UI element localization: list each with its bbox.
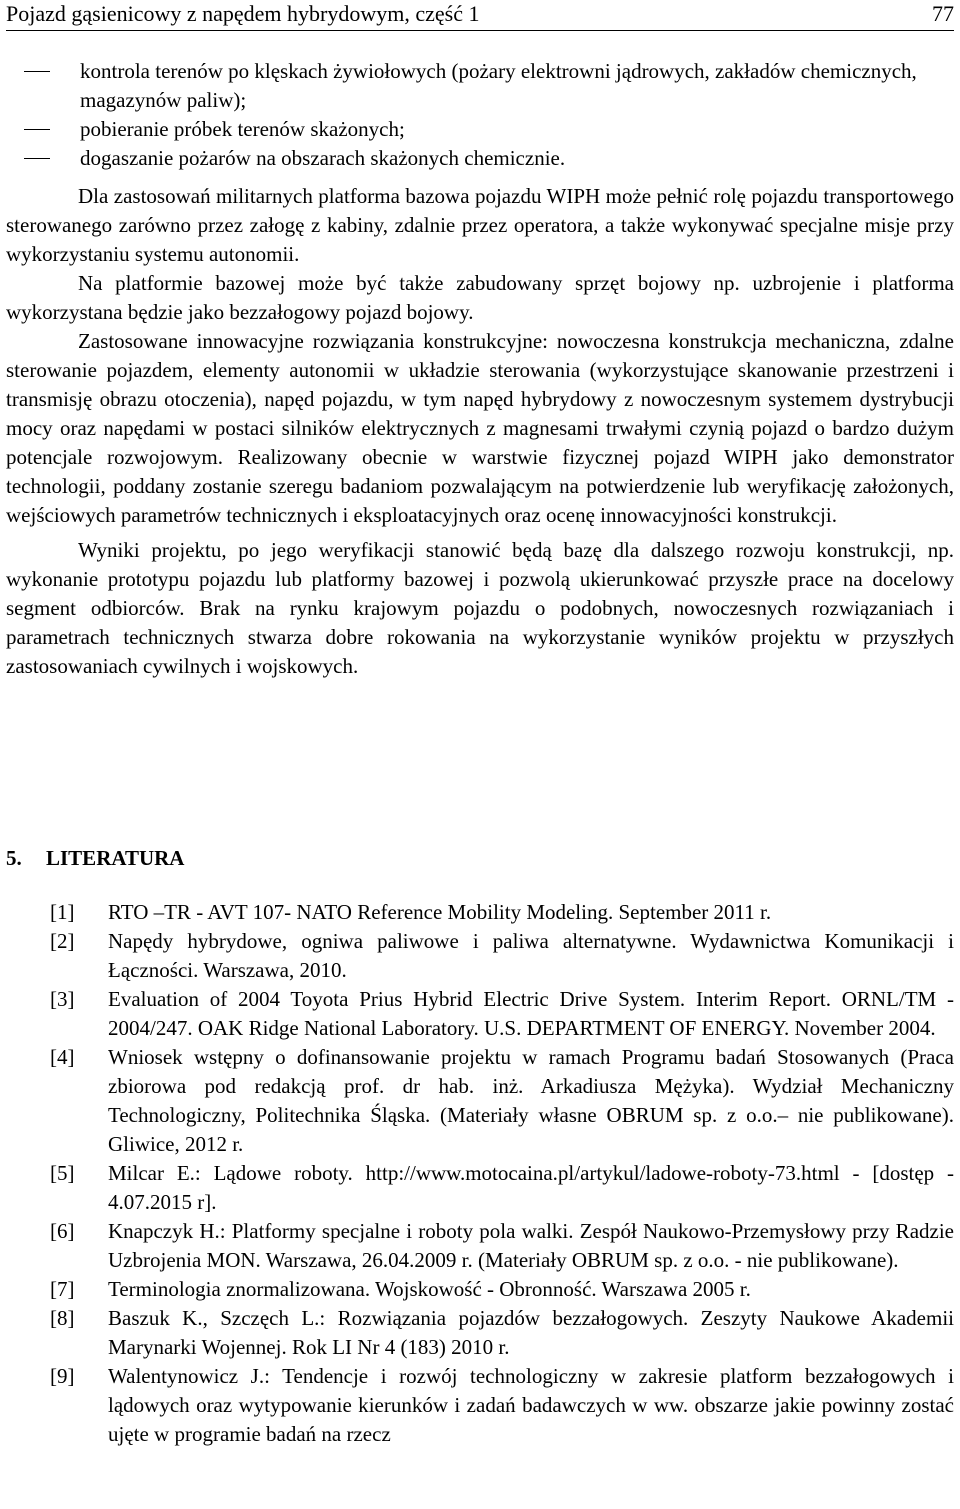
reference-item — [0, 985, 960, 1043]
reference-text: Napędy hybrydowe, ogniwa paliwowe i paliwa alternatywne. Wydawnictwa Komunikacji i Łączności. Warszawa, 2010. — [108, 929, 954, 982]
list-item-text: dogaszanie pożarów na obszarach skażonych chemicznie. — [80, 146, 566, 170]
reference-list — [0, 898, 960, 1449]
reference-label: [8] — [50, 1306, 75, 1330]
paragraph: Na platformie bazowej może być także zabudowany sprzęt bojowy np. uzbrojenie i platforma wykorzystana będzie jako bezzałogowy pojazd bojowy. — [6, 271, 954, 324]
reference-text: Terminologia znormalizowana. Wojskowość - Obronność. Warszawa 2005 r. — [108, 1277, 751, 1301]
dash-bullet-icon — [24, 158, 50, 159]
reference-text: Wniosek wstępny o dofinansowanie projektu w ramach Programu badań Stosowanych (Praca zbiorowa pod redakcją prof. dr hab. inż. Arkadiusza Mężyka). Wydział Mechaniczny Technologiczny, Politechnika Śląska. (Materiały własne OBRUM sp. z o.o.– nie publikowane). Gliwice, 2012 r. — [108, 1045, 954, 1156]
reference-text: Evaluation of 2004 Toyota Prius Hybrid Electric Drive System. Interim Report. ORNL/TM - 2004/247. OAK Ridge National Laboratory. U.S. DEPARTMENT OF ENERGY. November 2004. — [108, 987, 954, 1040]
reference-item — [0, 1043, 960, 1159]
paragraph: Dla zastosowań militarnych platforma bazowa pojazdu WIPH może pełnić rolę pojazdu transportowego sterowanego zarówno przez załogę z kabiny, zdalnie przez operatora, a także wykonywać specjalne misje przy wykorzystaniu systemu autonomii. — [6, 184, 954, 266]
reference-text: Baszuk K., Szczęch L.: Rozwiązania pojazdów bezzałogowych. Zeszyty Naukowe Akademii Marynarki Wojennej. Rok LI Nr 4 (183) 2010 r. — [108, 1306, 954, 1359]
list-item-text: pobieranie próbek terenów skażonych; — [80, 117, 405, 141]
section-number: 5. — [6, 846, 22, 870]
running-header — [6, 0, 954, 31]
section-title: LITERATURA — [46, 846, 185, 870]
list-item — [0, 144, 960, 173]
body-text — [6, 182, 954, 681]
reference-item — [0, 1159, 960, 1217]
reference-label: [1] — [50, 900, 75, 924]
reference-item — [0, 1275, 960, 1304]
reference-label: [3] — [50, 987, 75, 1011]
reference-label: [2] — [50, 929, 75, 953]
reference-item — [0, 1304, 960, 1362]
paragraph: Wyniki projektu, po jego weryfikacji stanowić będą bazę dla dalszego rozwoju konstrukcji, np. wykonanie prototypu pojazdu lub platformy bazowej i pozwolą ukierunkować przyszłe prace na docelowy segment odbiorców. Brak na rynku krajowym pojazdu o podobnych, nowoczesnych rozwiązaniach i parametrach technicznych stwarza dobre rokowania na wykorzystanie wyników projektu w przyszłych zastosowaniach cywilnych i wojskowych. — [6, 538, 954, 678]
list-item — [0, 57, 960, 115]
reference-text: Milcar E.: Lądowe roboty. http://www.motocaina.pl/artykul/ladowe-roboty-73.html - [dostęp - 4.07.2015 r]. — [108, 1161, 954, 1214]
reference-label: [7] — [50, 1277, 75, 1301]
reference-label: [4] — [50, 1045, 75, 1069]
reference-label: [6] — [50, 1219, 75, 1243]
list-item — [0, 115, 960, 144]
reference-label: [5] — [50, 1161, 75, 1185]
section-heading — [6, 844, 184, 873]
reference-item — [0, 1217, 960, 1275]
dash-bullet-icon — [24, 129, 50, 130]
reference-item — [0, 1362, 960, 1449]
paragraph: Zastosowane innowacyjne rozwiązania konstrukcyjne: nowoczesna konstrukcja mechaniczna, zdalne sterowanie pojazdem, elementy autonomii w układzie sterowania (wykorzystujące skanowanie przestrzeni i transmisję obrazu otoczenia), napęd pojazdu, w tym napęd hybrydowy z nowoczesnym systemem dystrybucji mocy oraz napędami w postaci silników elektrycznych z magnesami trwałymi czynią pojazd o bardzo dużym potencjale rozwojowym. Realizowany obecnie w warstwie fizycznej pojazd WIPH jako demonstrator technologii, poddany zostanie szeregu badaniom pozwalającym na potwierdzenie lub weryfikację założonych, wejściowych parametrów technicznych i eksploatacyjnych oraz ocenę innowacyjności konstrukcji. — [6, 329, 954, 527]
reference-item — [0, 898, 960, 927]
dash-bullet-icon — [24, 71, 50, 72]
reference-item — [0, 927, 960, 985]
reference-text: Walentynowicz J.: Tendencje i rozwój technologiczny w zakresie platform bezzałogowych i lądowych oraz wytypowanie kierunków i zadań badawczych w ww. obszarze jakie powinny zostać ujęte w programie badań na rzecz — [108, 1364, 954, 1446]
reference-text: RTO –TR - AVT 107- NATO Reference Mobility Modeling. September 2011 r. — [108, 900, 772, 924]
page-number: 77 — [932, 1, 954, 26]
reference-text: Knapczyk H.: Platformy specjalne i roboty pola walki. Zespół Naukowo-Przemysłowy przy Radzie Uzbrojenia MON. Warszawa, 26.04.2009 r. (Materiały OBRUM sp. z o.o. - nie publikowane). — [108, 1219, 954, 1272]
dash-list — [0, 57, 960, 173]
list-item-text: kontrola terenów po klęskach żywiołowych (pożary elektrowni jądrowych, zakładów chemicznych, magazynów paliw); — [80, 59, 917, 112]
running-title: Pojazd gąsienicowy z napędem hybrydowym, część 1 — [6, 1, 480, 26]
reference-label: [9] — [50, 1364, 75, 1388]
